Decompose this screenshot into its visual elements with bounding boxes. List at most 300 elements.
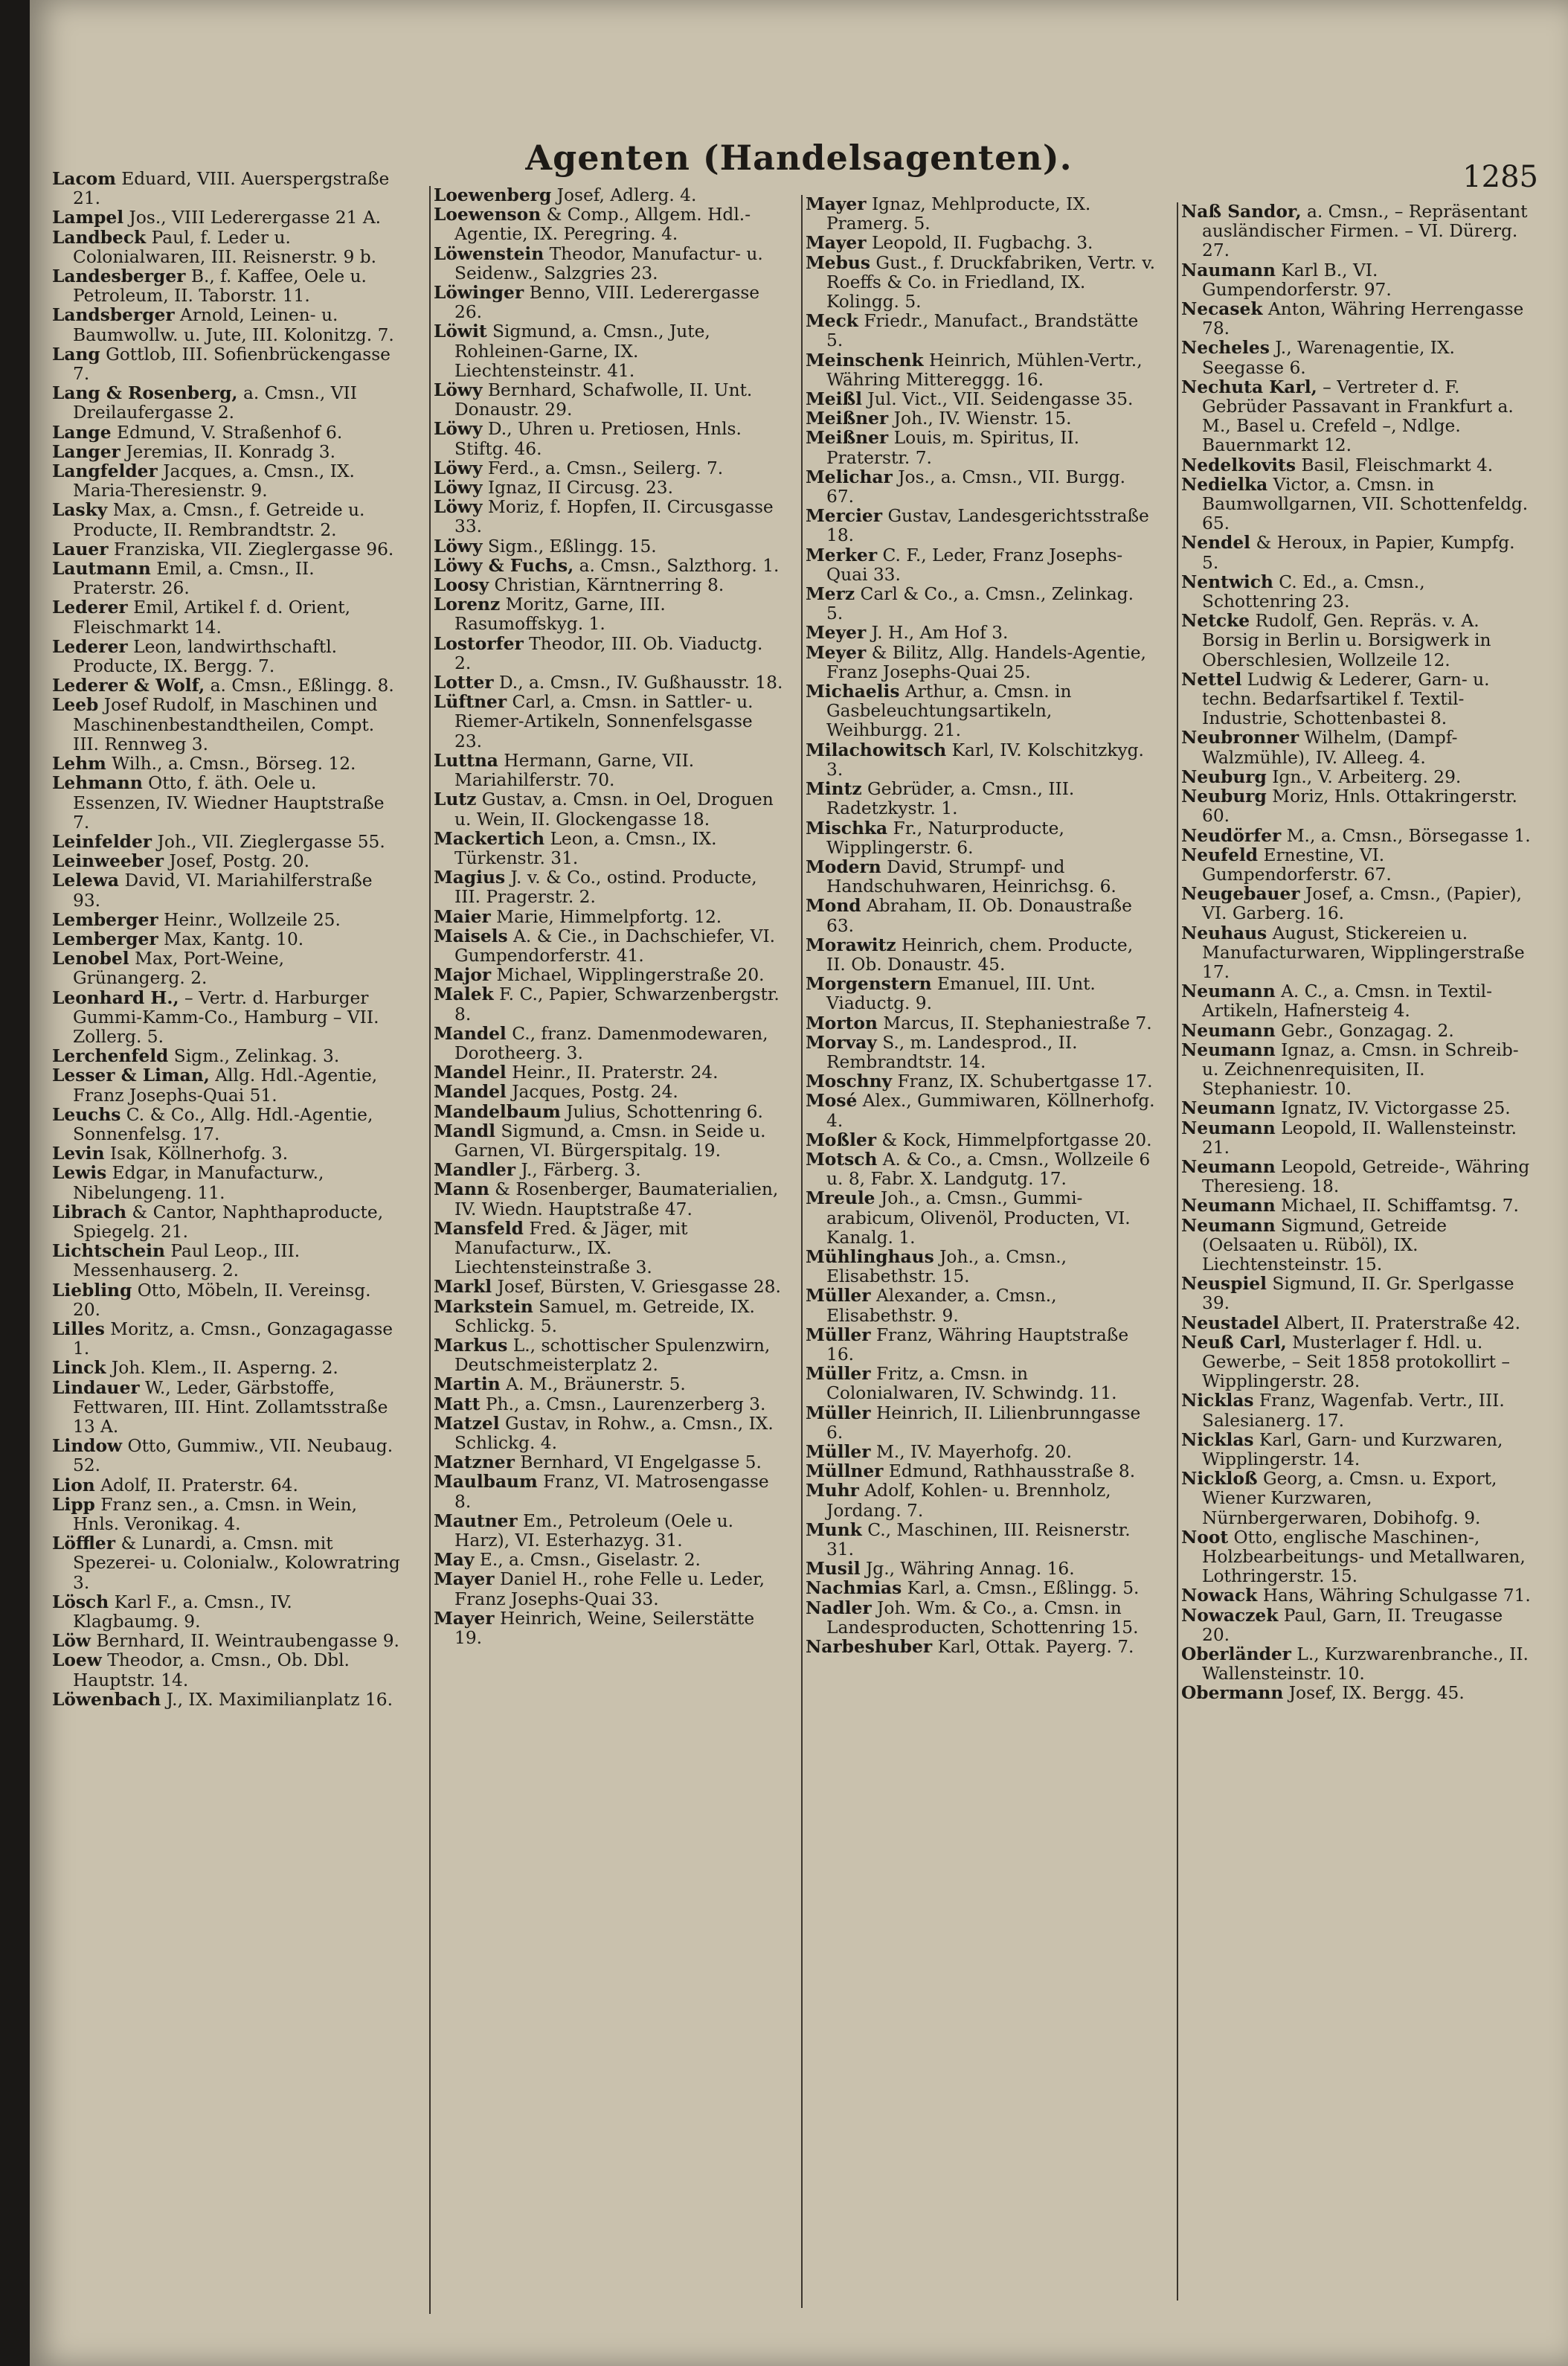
entry-details: Edmund, V. Straßenhof 6. bbox=[116, 422, 343, 443]
entry-name: Neugebauer bbox=[1181, 884, 1300, 905]
entry-name: Mischka bbox=[806, 818, 888, 839]
column-divider bbox=[429, 186, 431, 2314]
directory-entry bbox=[434, 1395, 783, 1414]
entry-details: Michael, Wipplingerstraße 20. bbox=[496, 965, 765, 986]
directory-entry bbox=[806, 1404, 1155, 1443]
entry-name: Löffler bbox=[52, 1533, 116, 1554]
entry-name: Librach bbox=[52, 1202, 127, 1222]
entry-name: Nowack bbox=[1181, 1586, 1258, 1606]
directory-entry bbox=[434, 1083, 783, 1102]
entry-details: Gebr., Gonzagag. 2. bbox=[1281, 1020, 1454, 1041]
entry-name: Melichar bbox=[806, 467, 893, 487]
directory-entry bbox=[52, 676, 402, 696]
entry-details: Sigmund, II. Gr. Sperlgasse 39. bbox=[1202, 1274, 1514, 1314]
entry-details: Josef Rudolf, in Maschinen und Maschinenbestandtheilen, Compt. III. Rennweg 3. bbox=[73, 695, 378, 754]
entry-name: Markl bbox=[434, 1277, 492, 1298]
entry-details: Moriz, Hnls. Ottakringerstr. 60. bbox=[1202, 786, 1517, 827]
entry-name: Mandler bbox=[434, 1160, 516, 1181]
entry-name: Mreule bbox=[806, 1188, 875, 1209]
entry-name: Neufeld bbox=[1181, 844, 1259, 865]
entry-details: Joh., VII. Zieglergasse 55. bbox=[157, 831, 385, 852]
entry-details: Musterlager f. Hdl. u. Gewerbe, – Seit 1858 protokollirt – Wipplingerstr. 28. bbox=[1202, 1332, 1510, 1392]
directory-entry bbox=[434, 927, 783, 966]
entry-name: Maier bbox=[434, 906, 491, 927]
entry-details: M., IV. Mayerhofg. 20. bbox=[875, 1442, 1073, 1462]
entry-details: Josef, a. Cmsn., (Papier), VI. Garberg. 16. bbox=[1202, 884, 1522, 924]
directory-entry bbox=[52, 462, 402, 501]
entry-name: Neumann bbox=[1181, 1196, 1276, 1216]
entry-name: Liebling bbox=[52, 1280, 132, 1301]
entry-name: Maisels bbox=[434, 926, 508, 946]
entry-details: Wilhelm, (Dampf-Walzmühle), IV. Alleeg. 4. bbox=[1202, 728, 1458, 768]
entry-name: Neumann bbox=[1181, 1156, 1276, 1177]
entry-details: Moriz, f. Hopfen, II. Circusgasse 33. bbox=[454, 497, 774, 537]
directory-entry bbox=[52, 1320, 402, 1359]
entry-name: Neumann bbox=[1181, 1098, 1276, 1119]
directory-entry bbox=[1181, 728, 1531, 767]
entry-name: Morvay bbox=[806, 1032, 877, 1053]
entry-details: Julius, Schottenring 6. bbox=[566, 1101, 763, 1122]
entry-name: Lautmann bbox=[52, 559, 151, 580]
entry-details: Alex., Gummiwaren, Köllnerhofg. 4. bbox=[826, 1091, 1155, 1131]
directory-entry bbox=[434, 1453, 783, 1472]
entry-details: Sigmund, Getreide (Oelsaaten u. Rüböl), IX. Liechtensteinstr. 15. bbox=[1202, 1215, 1447, 1275]
entry-details: Hans, Währing Schulgasse 71. bbox=[1262, 1586, 1531, 1606]
entry-name: Lenobel bbox=[52, 949, 129, 969]
directory-entry bbox=[434, 1277, 783, 1297]
entry-name: Lostorfer bbox=[434, 633, 524, 654]
directory-entry bbox=[434, 186, 783, 205]
entry-name: Mansfeld bbox=[434, 1218, 524, 1239]
directory-entry bbox=[806, 1599, 1155, 1638]
entry-details: Josef, IX. Bergg. 45. bbox=[1288, 1683, 1465, 1704]
directory-entry bbox=[806, 1072, 1155, 1091]
entry-name: Löwy bbox=[434, 458, 483, 478]
entry-name: Lauer bbox=[52, 539, 109, 560]
entry-details: & Bilitz, Allg. Handels-Agentie, Franz Josephs-Quai 25. bbox=[826, 642, 1146, 682]
entry-details: & Rosenberger, Baumaterialien, IV. Wiedn. Hauptstraße 47. bbox=[454, 1179, 779, 1219]
entry-details: Karl B., VI. Gumpendorferstr. 97. bbox=[1202, 260, 1392, 300]
directory-entry bbox=[52, 989, 402, 1048]
entry-details: J., Warenagentie, IX. Seegasse 6. bbox=[1202, 338, 1455, 378]
entry-details: Ludwig & Lederer, Garn- u. techn. Bedarfsartikel f. Textil-Industrie, Schottenbastei 8. bbox=[1202, 669, 1490, 729]
entry-details: D., a. Cmsn., IV. Gußhausstr. 18. bbox=[498, 673, 783, 693]
entry-details: Joh., a. Cmsn., Gummi-arabicum, Olivenöl, Producten, VI. Kanalg. 1. bbox=[826, 1188, 1131, 1248]
directory-entry bbox=[806, 195, 1155, 234]
entry-details: Theodor, III. Ob. Viaductg. 2. bbox=[454, 633, 763, 673]
entry-name: Moschny bbox=[806, 1071, 893, 1092]
entry-name: Matzel bbox=[434, 1413, 500, 1434]
directory-entry bbox=[1181, 1586, 1531, 1606]
directory-entry bbox=[1181, 1314, 1531, 1333]
entry-name: Neuß Carl, bbox=[1181, 1332, 1287, 1353]
entry-details: Heinrich, Mühlen-Vertr., Währing Mittereggg. 16. bbox=[826, 350, 1143, 390]
entry-details: Anton, Währing Herrengasse 78. bbox=[1202, 299, 1524, 339]
entry-name: Leonhard H., bbox=[52, 987, 179, 1008]
entry-details: Jeremias, II. Konradg 3. bbox=[126, 441, 335, 462]
entry-name: Mautner bbox=[434, 1510, 518, 1531]
entry-details: Rudolf, Gen. Repräs. v. A. Borsig in Berlin u. Borsigwerk in Oberschlesien, Wollzeile 12. bbox=[1202, 611, 1491, 670]
directory-entry bbox=[806, 1033, 1155, 1072]
directory-entry bbox=[1181, 1431, 1531, 1469]
entry-name: Meißner bbox=[806, 428, 889, 449]
entry-name: Luttna bbox=[434, 750, 498, 771]
entry-details: Edgar, in Manufacturw., Nibelungeng. 11. bbox=[73, 1163, 324, 1203]
entry-name: Mayer bbox=[806, 233, 867, 254]
entry-details: Jul. Vict., VII. Seidengasse 35. bbox=[867, 389, 1134, 410]
entry-name: Löwy bbox=[434, 419, 483, 440]
entry-name: Major bbox=[434, 965, 492, 986]
entry-details: Karl, Ottak. Payerg. 7. bbox=[937, 1637, 1134, 1658]
entry-name: Obermann bbox=[1181, 1683, 1284, 1704]
directory-entry bbox=[52, 423, 402, 443]
entry-name: Nechuta Karl, bbox=[1181, 376, 1317, 397]
directory-entry bbox=[434, 576, 783, 595]
entry-details: Gottlob, III. Sofienbrückengasse 7. bbox=[73, 344, 391, 385]
entry-details: Bernhard, VI Engelgasse 5. bbox=[520, 1452, 762, 1473]
directory-entry bbox=[434, 1180, 783, 1219]
entry-name: Nedelkovits bbox=[1181, 455, 1297, 475]
entry-details: W., Leder, Gärbstoffe, Fettwaren, III. Hint. Zollamtsstraße 13 A. bbox=[73, 1377, 388, 1437]
directory-entry bbox=[52, 170, 402, 208]
entry-name: Netcke bbox=[1181, 611, 1250, 632]
entry-name: Lemberger bbox=[52, 909, 158, 930]
directory-entry bbox=[806, 936, 1155, 975]
entry-name: Landbeck bbox=[52, 227, 147, 248]
entry-name: Mayer bbox=[434, 1608, 495, 1629]
directory-entry bbox=[806, 390, 1155, 409]
entry-details: Ferd., a. Cmsn., Seilerg. 7. bbox=[487, 458, 724, 478]
entry-details: Friedr., Manufact., Brandstätte 5. bbox=[826, 311, 1139, 351]
entry-details: Benno, VIII. Lederergasse 26. bbox=[454, 283, 760, 323]
directory-entry bbox=[806, 858, 1155, 897]
entry-details: Otto, Gummiw., VII. Neubaug. 52. bbox=[73, 1436, 393, 1476]
entry-details: a. Cmsn., Eßlingg. 8. bbox=[210, 676, 394, 696]
directory-entry bbox=[1181, 924, 1531, 983]
directory-entry bbox=[1181, 300, 1531, 339]
column-divider bbox=[801, 195, 803, 2308]
page-number: 1285 bbox=[1462, 160, 1538, 194]
entry-name: Löwenstein bbox=[434, 243, 544, 264]
directory-entry bbox=[806, 1131, 1155, 1150]
directory-entry bbox=[806, 1365, 1155, 1403]
entry-name: Noot bbox=[1181, 1527, 1229, 1548]
directory-entry bbox=[52, 1476, 402, 1495]
directory-entry bbox=[806, 1481, 1155, 1520]
entry-name: Matzner bbox=[434, 1452, 515, 1473]
entry-details: a. Cmsn., Salzthorg. 1. bbox=[579, 555, 780, 576]
entry-details: A. & Co., a. Cmsn., Wollzeile 6 u. 8, Fabr. X. Landgutg. 17. bbox=[826, 1149, 1151, 1190]
entry-details: Georg, a. Cmsn. u. Export, Wiener Kurzwaren, Nürnbergerwaren, Dobihofg. 9. bbox=[1202, 1469, 1497, 1528]
entry-details: a. Cmsn., VII Dreilaufergasse 2. bbox=[73, 383, 357, 423]
entry-name: Lindauer bbox=[52, 1377, 140, 1398]
entry-details: Marie, Himmelpfortg. 12. bbox=[496, 906, 722, 927]
entry-name: Mebus bbox=[806, 252, 870, 273]
directory-entry bbox=[434, 1375, 783, 1394]
entry-name: Neumann bbox=[1181, 1020, 1276, 1041]
entry-details: Albert, II. Praterstraße 42. bbox=[1285, 1312, 1521, 1333]
directory-entry bbox=[806, 780, 1155, 818]
entry-details: Jacques, Postg. 24. bbox=[512, 1082, 678, 1103]
directory-entry bbox=[434, 1609, 783, 1648]
entry-name: Lorenz bbox=[434, 594, 501, 615]
entry-details: F. C., Papier, Schwarzenbergstr. 8. bbox=[454, 984, 780, 1025]
entry-details: & Comp., Allgem. Hdl.-Agentie, IX. Peregring. 4. bbox=[454, 205, 751, 245]
entry-name: Nachmias bbox=[806, 1578, 902, 1599]
entry-details: Daniel H., rohe Felle u. Leder, Franz Josephs-Quai 33. bbox=[454, 1569, 765, 1609]
entry-details: A. C., a. Cmsn. in Textil-Artikeln, Hafnersteig 4. bbox=[1202, 981, 1492, 1022]
directory-entry bbox=[52, 754, 402, 774]
entry-name: Löwinger bbox=[434, 283, 524, 304]
entry-name: Lang & Rosenberg, bbox=[52, 383, 238, 404]
entry-name: Muhr bbox=[806, 1481, 859, 1501]
entry-name: Lange bbox=[52, 422, 112, 443]
entry-details: Heinrich, chem. Producte, II. Ob. Donaustr. 45. bbox=[826, 934, 1134, 975]
entry-name: Mercier bbox=[806, 506, 883, 527]
entry-details: Leopold, Getreide-, Währing Theresieng. 18. bbox=[1202, 1156, 1530, 1197]
entry-name: Lipp bbox=[52, 1494, 95, 1515]
entry-details: Gust., f. Druckfabriken, Vertr. v. Roeffs & Co. in Friedland, IX. Kolingg. 5. bbox=[826, 252, 1155, 312]
entry-details: Gustav, Landesgerichtsstraße 18. bbox=[826, 506, 1149, 546]
directory-entry bbox=[52, 852, 402, 871]
entry-details: Leopold, II. Wallensteinstr. 21. bbox=[1202, 1118, 1517, 1158]
entry-details: Heinr., II. Praterstr. 24. bbox=[512, 1062, 719, 1083]
directory-entry bbox=[1181, 1099, 1531, 1118]
entry-name: Lichtschein bbox=[52, 1241, 165, 1262]
entry-details: – Vertr. d. Harburger Gummi-Kamm-Co., Hamburg – VII. Zollerg. 5. bbox=[73, 987, 379, 1047]
directory-entry bbox=[806, 234, 1155, 253]
entry-name: Malek bbox=[434, 984, 494, 1005]
entry-details: Hermann, Garne, VII. Mariahilferstr. 70. bbox=[454, 750, 695, 791]
entry-details: David, Strumpf- und Handschuhwaren, Heinrichsg. 6. bbox=[826, 856, 1116, 897]
entry-name: Maulbaum bbox=[434, 1472, 538, 1493]
entry-name: Landesberger bbox=[52, 266, 186, 287]
entry-details: Adolf, Kohlen- u. Brennholz, Jordang. 7. bbox=[826, 1481, 1111, 1521]
entry-details: Basil, Fleischmarkt 4. bbox=[1301, 455, 1494, 475]
entry-name: Lewis bbox=[52, 1163, 107, 1184]
entry-details: Heinr., Wollzeile 25. bbox=[164, 909, 341, 930]
entry-name: Neuburg bbox=[1181, 786, 1267, 807]
entry-name: Magius bbox=[434, 868, 506, 888]
entry-name: Motsch bbox=[806, 1149, 878, 1170]
directory-entry bbox=[1181, 885, 1531, 923]
directory-entry bbox=[52, 345, 402, 384]
directory-entry bbox=[434, 966, 783, 985]
directory-entry bbox=[1181, 768, 1531, 787]
directory-entry bbox=[52, 306, 402, 344]
entry-details: Carl & Co., a. Cmsn., Zelinkag. 5. bbox=[826, 584, 1134, 624]
entry-name: Oberländer bbox=[1181, 1644, 1291, 1665]
entry-name: Markstein bbox=[434, 1296, 533, 1317]
entry-details: Ernestine, VI. Gumpendorferstr. 67. bbox=[1202, 844, 1392, 885]
directory-entry bbox=[52, 208, 402, 228]
directory-entry bbox=[1181, 1645, 1531, 1684]
entry-name: Mandel bbox=[434, 1082, 507, 1103]
entry-name: Lederer & Wolf, bbox=[52, 676, 205, 696]
entry-name: Nettel bbox=[1181, 669, 1242, 690]
entry-details: Joh., a. Cmsn., Elisabethstr. 15. bbox=[826, 1246, 1067, 1287]
entry-details: M., a. Cmsn., Börsegasse 1. bbox=[1286, 825, 1531, 846]
entry-name: Mayer bbox=[806, 195, 867, 214]
directory-entry bbox=[1181, 1216, 1531, 1275]
entry-details: L., schottischer Spulenzwirn, Deutschmeisterplatz 2. bbox=[454, 1335, 771, 1376]
entry-details: Ignaz, II Circusg. 23. bbox=[487, 478, 674, 498]
directory-entry bbox=[434, 790, 783, 829]
directory-entry bbox=[434, 283, 783, 322]
directory-entry bbox=[434, 751, 783, 790]
entry-name: Nentwich bbox=[1181, 571, 1273, 592]
entry-details: Josef, Bürsten, V. Griesgasse 28. bbox=[497, 1277, 781, 1298]
directory-entry bbox=[52, 930, 402, 949]
entry-details: Michael, II. Schiffamtsg. 7. bbox=[1281, 1196, 1519, 1216]
directory-entry bbox=[1181, 787, 1531, 826]
page-heading: Agenten (Handelsagenten). bbox=[525, 138, 1073, 178]
entry-details: Wilh., a. Cmsn., Börseg. 12. bbox=[112, 754, 356, 775]
entry-name: Nendel bbox=[1181, 533, 1251, 554]
directory-entry bbox=[434, 205, 783, 244]
entry-name: Mandelbaum bbox=[434, 1101, 561, 1122]
directory-page bbox=[30, 0, 1568, 2366]
directory-entry bbox=[52, 871, 402, 910]
entry-name: Lederer bbox=[52, 597, 128, 618]
directory-entry bbox=[806, 1248, 1155, 1286]
directory-entry bbox=[1181, 533, 1531, 572]
entry-details: L., Kurzwarenbranche., II. Wallensteinstr. 10. bbox=[1202, 1644, 1529, 1684]
directory-entry bbox=[806, 1462, 1155, 1481]
entry-details: a. Cmsn., – Repräsentant ausländischer Firmen. – VI. Dürerg. 27. bbox=[1202, 202, 1528, 261]
directory-entry bbox=[52, 1047, 402, 1066]
directory-entry bbox=[806, 682, 1155, 741]
entry-name: Müllner bbox=[806, 1461, 884, 1482]
entry-name: Mackertich bbox=[434, 828, 545, 849]
directory-entry bbox=[1181, 202, 1531, 261]
entry-name: Necheles bbox=[1181, 338, 1270, 359]
entry-details: Carl, a. Cmsn. in Sattler- u. Riemer-Artikeln, Sonnenfelsgasse 23. bbox=[454, 692, 754, 751]
entry-details: Franz, Wagenfab. Vertr., III. Salesianerg. 17. bbox=[1202, 1391, 1505, 1431]
entry-name: Modern bbox=[806, 856, 881, 877]
entry-name: Musil bbox=[806, 1559, 861, 1580]
directory-entry bbox=[1181, 1196, 1531, 1216]
directory-entry bbox=[806, 1150, 1155, 1189]
directory-entry bbox=[1181, 1606, 1531, 1645]
entry-details: Emil, Artikel f. d. Orient, Fleischmarkt 14. bbox=[73, 597, 351, 638]
entry-details: Gustav, a. Cmsn. in Oel, Droguen u. Wein, II. Glockengasse 18. bbox=[454, 789, 774, 830]
directory-entry bbox=[434, 1472, 783, 1511]
entry-name: Lehmann bbox=[52, 773, 143, 794]
entry-details: Theodor, a. Cmsn., Ob. Dbl. Hauptstr. 14. bbox=[73, 1650, 350, 1690]
entry-details: Fritz, a. Cmsn. in Colonialwaren, IV. Schwindg. 11. bbox=[826, 1364, 1117, 1404]
entry-name: Lüftner bbox=[434, 692, 507, 713]
directory-entry bbox=[806, 1443, 1155, 1462]
entry-details: Fred. & Jäger, mit Manufacturw., IX. Liechtensteinstraße 3. bbox=[454, 1218, 688, 1278]
directory-entry bbox=[806, 351, 1155, 390]
entry-name: Lösch bbox=[52, 1591, 109, 1612]
entry-name: Mosé bbox=[806, 1091, 858, 1112]
entry-name: Naß Sandor, bbox=[1181, 202, 1302, 222]
entry-details: Moritz, a. Cmsn., Gonzagagasse 1. bbox=[73, 1318, 393, 1359]
directory-entry bbox=[1181, 1022, 1531, 1041]
entry-name: Lacom bbox=[52, 170, 116, 189]
entry-name: Lederer bbox=[52, 636, 128, 657]
directory-entry bbox=[52, 443, 402, 462]
directory-entry bbox=[52, 384, 402, 423]
directory-entry bbox=[434, 537, 783, 557]
entry-name: Neuspiel bbox=[1181, 1274, 1267, 1295]
directory-entry bbox=[434, 985, 783, 1024]
directory-entry bbox=[52, 560, 402, 598]
directory-entry bbox=[52, 1066, 402, 1105]
directory-entry bbox=[1181, 846, 1531, 885]
entry-details: Joh. Wm. & Co., a. Cmsn. in Landesproducten, Schottenring 15. bbox=[826, 1597, 1139, 1638]
entry-details: A. M., Bräunerstr. 5. bbox=[506, 1374, 686, 1395]
entry-name: Merz bbox=[806, 584, 855, 605]
entry-details: S., m. Landesprod., II. Rembrandtstr. 14. bbox=[826, 1032, 1078, 1072]
directory-entry bbox=[434, 245, 783, 283]
entry-details: C. & Co., Allg. Hdl.-Agentie, Sonnenfelsg. 17. bbox=[73, 1104, 373, 1144]
directory-entry bbox=[434, 1063, 783, 1083]
entry-name: Löwy & Fuchs, bbox=[434, 555, 574, 576]
entry-details: J. H., Am Hof 3. bbox=[871, 623, 1009, 644]
entry-name: Löwit bbox=[434, 321, 487, 342]
entry-name: Mintz bbox=[806, 779, 862, 800]
directory-entry bbox=[434, 1298, 783, 1336]
directory-entry bbox=[806, 644, 1155, 682]
entry-details: Max, Port-Weine, Grünangerg. 2. bbox=[73, 949, 285, 989]
directory-entry bbox=[434, 1025, 783, 1063]
entry-name: Nadler bbox=[806, 1597, 872, 1618]
entry-details: Isak, Köllnerhofg. 3. bbox=[109, 1144, 289, 1164]
directory-entry bbox=[434, 1161, 783, 1180]
directory-entry bbox=[52, 1632, 402, 1651]
entry-details: Sigmund, a. Cmsn. in Seide u. Garnen, VI. Bürgerspitalg. 19. bbox=[454, 1121, 766, 1161]
directory-entry bbox=[52, 1106, 402, 1144]
entry-details: Em., Petroleum (Oele u. Harz), VI. Esterhazyg. 31. bbox=[454, 1510, 734, 1551]
entry-name: Loew bbox=[52, 1650, 102, 1671]
entry-details: Emil, a. Cmsn., II. Praterstr. 26. bbox=[73, 559, 315, 599]
entry-details: Paul, f. Leder u. Colonialwaren, III. Reisnerstr. 9 b. bbox=[73, 227, 377, 267]
entry-name: Leinfelder bbox=[52, 831, 152, 852]
entry-name: Lerchenfeld bbox=[52, 1046, 169, 1067]
entry-details: Karl, a. Cmsn., Eßlingg. 5. bbox=[907, 1578, 1140, 1599]
directory-entry bbox=[1181, 456, 1531, 475]
entry-details: Jg., Währing Annag. 16. bbox=[865, 1559, 1075, 1580]
entry-details: Sigmund, a. Cmsn., Jute, Rohleinen-Garne, IX. Liechtensteinstr. 41. bbox=[454, 321, 710, 381]
directory-entry bbox=[1181, 670, 1531, 729]
entry-details: Ignaz, Mehlproducte, IX. Pramerg. 5. bbox=[826, 195, 1091, 234]
directory-entry bbox=[806, 975, 1155, 1013]
directory-entry bbox=[1181, 1469, 1531, 1528]
directory-column-3 bbox=[806, 195, 1155, 2338]
directory-entry bbox=[1181, 1275, 1531, 1313]
directory-entry bbox=[806, 819, 1155, 858]
entry-name: Mandl bbox=[434, 1121, 495, 1141]
entry-name: Neubronner bbox=[1181, 728, 1299, 748]
entry-name: Löwenbach bbox=[52, 1689, 161, 1710]
directory-entry bbox=[806, 1579, 1155, 1598]
directory-entry bbox=[434, 868, 783, 907]
directory-entry bbox=[806, 623, 1155, 643]
directory-entry bbox=[52, 1437, 402, 1475]
entry-name: May bbox=[434, 1550, 475, 1571]
entry-details: Leon, a. Cmsn., IX. Türkenstr. 31. bbox=[454, 828, 717, 868]
entry-name: Morgenstern bbox=[806, 974, 932, 995]
entry-name: Lilles bbox=[52, 1318, 105, 1339]
entry-name: Naumann bbox=[1181, 260, 1276, 280]
directory-entry bbox=[52, 1534, 402, 1593]
entry-name: Müller bbox=[806, 1286, 871, 1307]
entry-details: Fr., Naturproducte, Wipplingerstr. 6. bbox=[826, 818, 1064, 858]
directory-entry bbox=[1181, 827, 1531, 846]
